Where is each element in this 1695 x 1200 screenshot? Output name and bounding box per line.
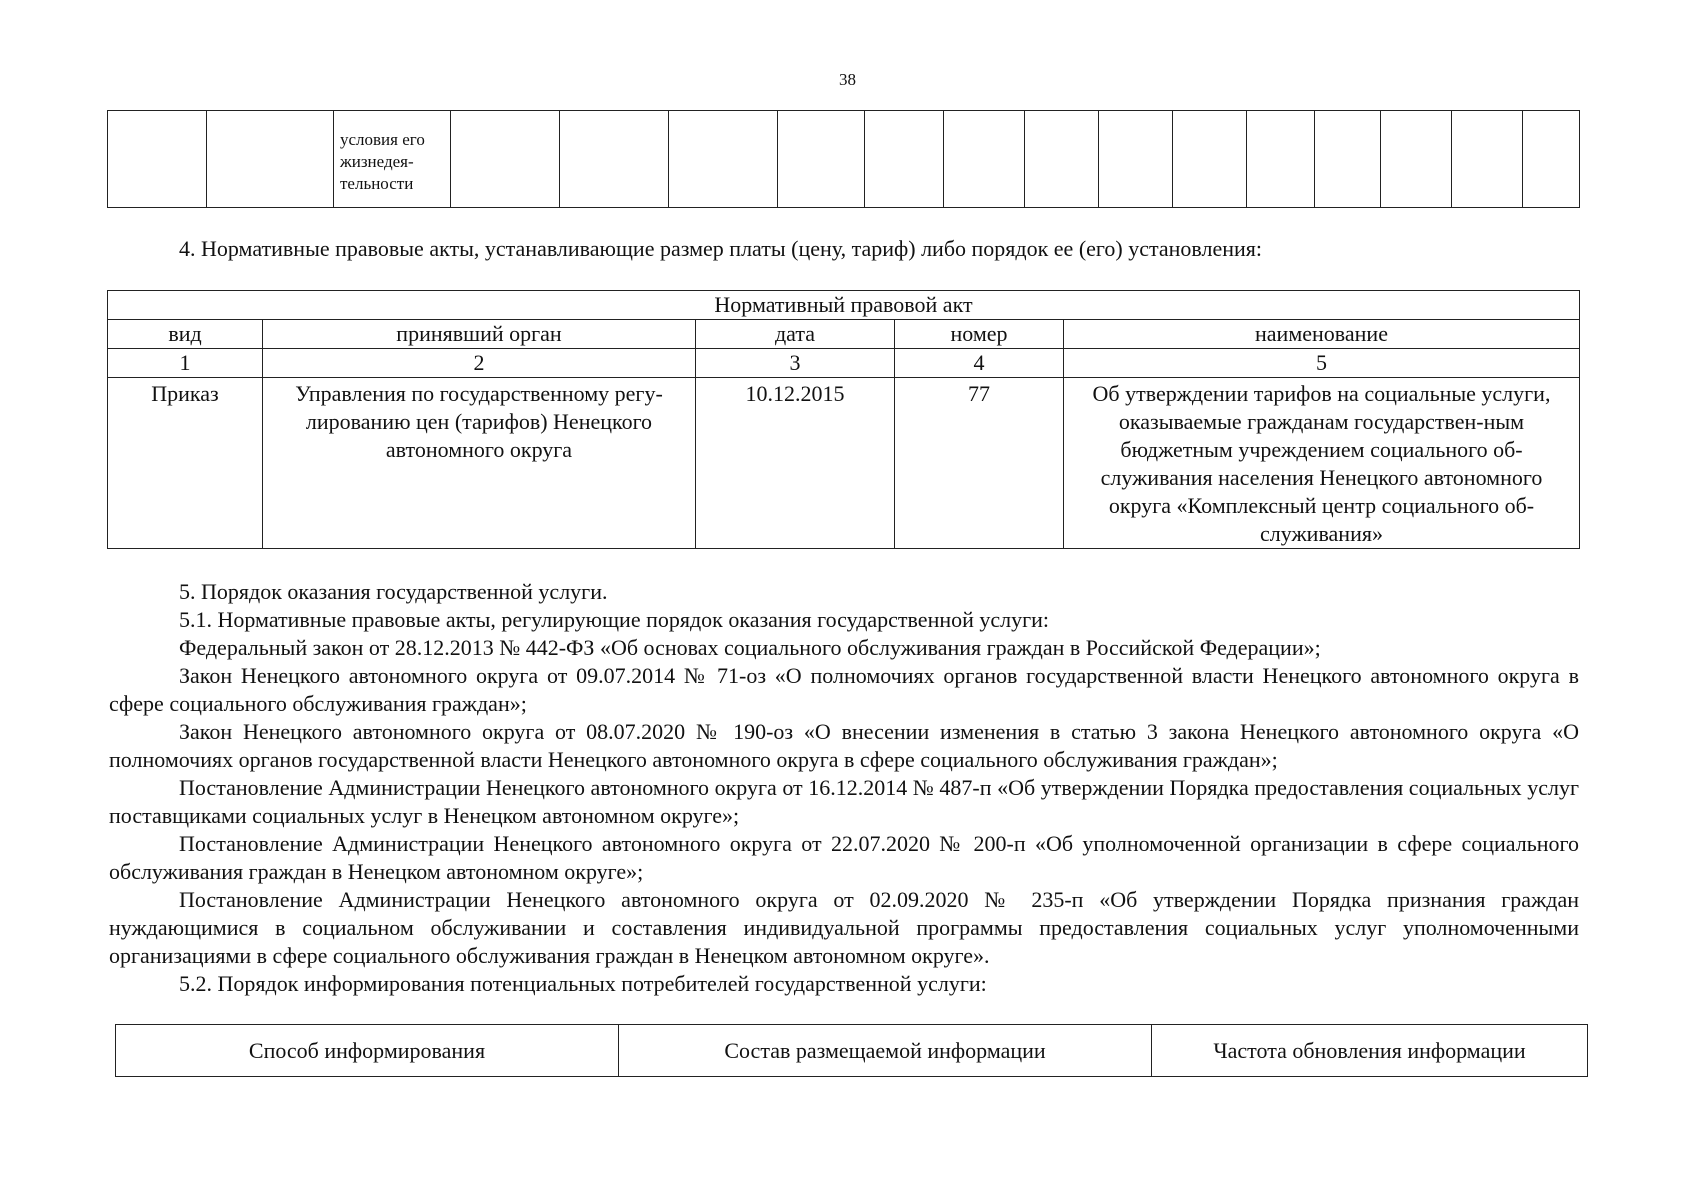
continuation-table xyxy=(107,110,1580,208)
cell-text: условия его жизнедея-тельности xyxy=(340,130,425,193)
table-header-row xyxy=(116,1025,1588,1077)
column-header: дата xyxy=(696,320,895,349)
table-title-row xyxy=(108,291,1580,320)
column-header: номер xyxy=(895,320,1064,349)
table-cell xyxy=(1025,111,1099,208)
section-5 xyxy=(109,578,1579,998)
page-number: 38 xyxy=(839,70,856,89)
column-number: 3 xyxy=(696,349,895,378)
regulatory-acts-table xyxy=(107,290,1580,549)
table-cell xyxy=(560,111,669,208)
table-cell xyxy=(944,111,1025,208)
table-cell xyxy=(669,111,778,208)
table-cell xyxy=(1381,111,1452,208)
column-header: наименование xyxy=(1064,320,1580,349)
column-number-row xyxy=(108,349,1580,378)
column-number: 2 xyxy=(263,349,696,378)
table-cell xyxy=(334,111,451,208)
legal-act-item: Постановление Администрации Ненецкого автономного округа от 02.09.2020 № 235-п «Об утверждении Порядка признания граждан нуждающимися в социальном обслуживании и составления индивидуальной программы предоставления социальных услуг уполномоченными организациями в сфере социального обслуживания граждан в Ненецком автономном округе». xyxy=(109,887,1579,968)
section-5-2-heading: 5.2. Порядок информирования потенциальных потребителей государственной услуги: xyxy=(179,971,987,996)
table-cell xyxy=(1099,111,1173,208)
table-row xyxy=(108,378,1580,549)
column-header: принявший орган xyxy=(263,320,696,349)
act-type-cell: Приказ xyxy=(108,378,263,549)
table-cell xyxy=(108,111,207,208)
table-header-row xyxy=(108,320,1580,349)
table-cell xyxy=(1315,111,1381,208)
column-header: Способ информирования xyxy=(116,1025,619,1077)
column-number: 1 xyxy=(108,349,263,378)
column-header: Частота обновления информации xyxy=(1152,1025,1588,1077)
section-4-heading: 4. Нормативные правовые акты, устанавливающие размер платы (цену, тариф) либо порядок ее (его) установления: xyxy=(179,236,1263,261)
column-header: Состав размещаемой информации xyxy=(619,1025,1152,1077)
table-title: Нормативный правовой акт xyxy=(108,291,1580,320)
informing-table xyxy=(115,1024,1588,1077)
column-number: 5 xyxy=(1064,349,1580,378)
act-authority-cell: Управления по государственному регу-лированию цен (тарифов) Ненецкого автономного округа xyxy=(263,378,696,549)
table-cell xyxy=(865,111,944,208)
table-row xyxy=(108,111,1580,208)
act-title-cell: Об утверждении тарифов на социальные услуги, оказываемые гражданам государствен-ным бюджетным учреждением социального об-служивания населения Ненецкого автономного округа «Комплексный центр социального об-служивания» xyxy=(1064,378,1580,549)
table-cell xyxy=(451,111,560,208)
table-cell xyxy=(1452,111,1523,208)
table-cell xyxy=(1247,111,1315,208)
act-number-cell: 77 xyxy=(895,378,1064,549)
table-cell xyxy=(1523,111,1580,208)
legal-act-item: Закон Ненецкого автономного округа от 09.07.2014 № 71-оз «О полномочиях органов государственной власти Ненецкого автономного округа в сфере социального обслуживания граждан»; xyxy=(109,663,1579,716)
legal-act-item: Закон Ненецкого автономного округа от 08.07.2020 № 190-оз «О внесении изменения в статью 3 закона Ненецкого автономного округа «О полномочиях органов государственной власти Ненецкого автономного округа в сфере социального обслуживания граждан»; xyxy=(109,719,1579,772)
section-5-heading: 5. Порядок оказания государственной услуги. xyxy=(179,579,608,604)
act-date-cell: 10.12.2015 xyxy=(696,378,895,549)
table-cell xyxy=(207,111,334,208)
table-cell xyxy=(1173,111,1247,208)
legal-act-item: Постановление Администрации Ненецкого автономного округа от 16.12.2014 № 487-п «Об утверждении Порядка предоставления социальных услуг поставщиками социальных услуг в Ненецком автономном округе»; xyxy=(109,775,1579,828)
section-5-1-heading: 5.1. Нормативные правовые акты, регулирующие порядок оказания государственной услуги: xyxy=(179,607,1050,632)
legal-act-item: Федеральный закон от 28.12.2013 № 442-ФЗ «Об основах социального обслуживания граждан в Российской Федерации»; xyxy=(179,635,1321,660)
table-cell xyxy=(778,111,865,208)
column-number: 4 xyxy=(895,349,1064,378)
legal-act-item: Постановление Администрации Ненецкого автономного округа от 22.07.2020 № 200-п «Об уполномоченной организации в сфере социального обслуживания граждан в Ненецком автономном округе»; xyxy=(109,831,1579,884)
column-header: вид xyxy=(108,320,263,349)
